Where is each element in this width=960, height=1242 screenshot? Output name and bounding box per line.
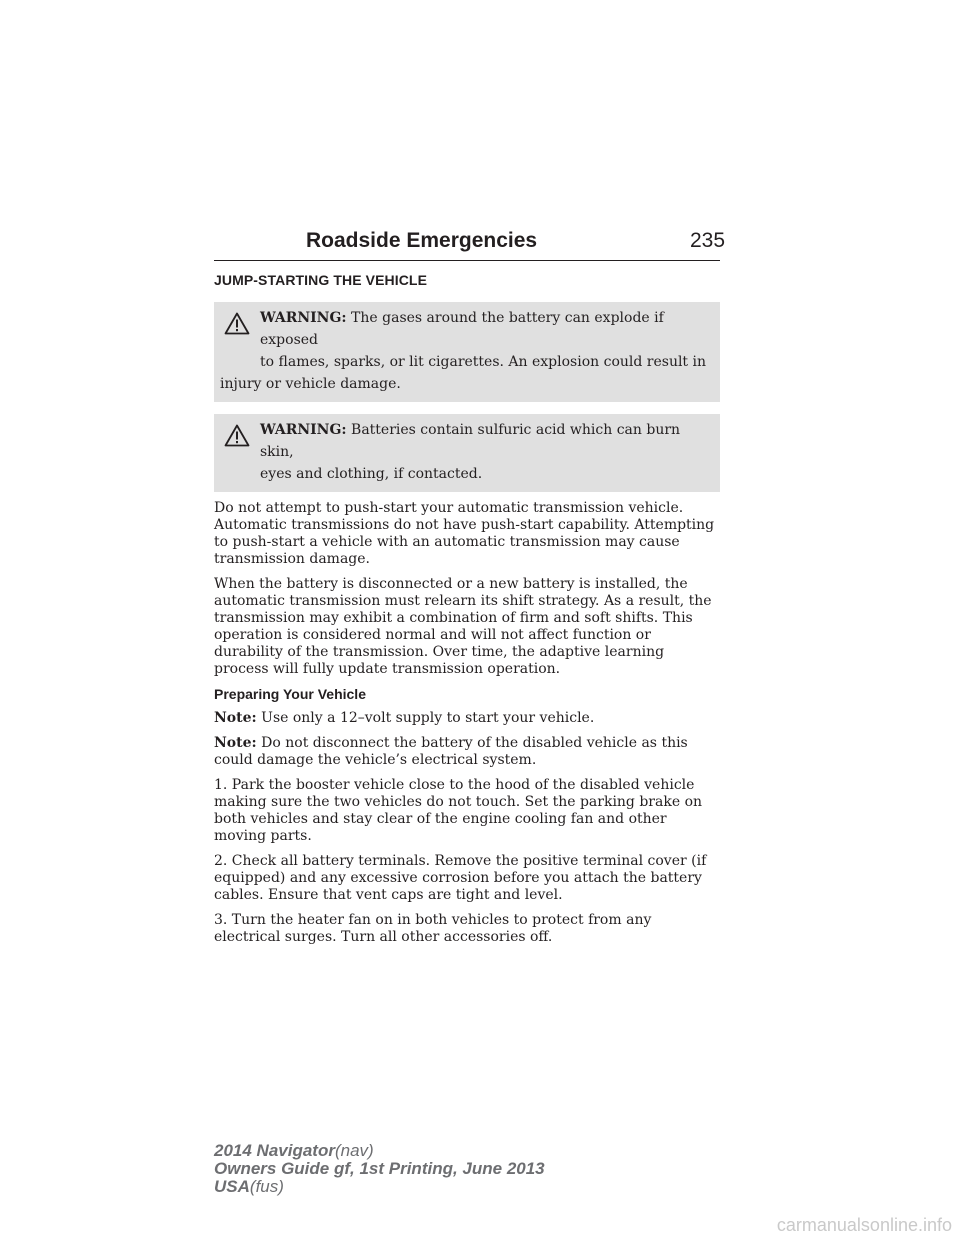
paragraph-shift-strategy: When the battery is disconnected or a new battery is installed, the automatic transmission must relearn its shift strategy. As a result, the transmission may exhibit a combination of firm and soft shifts. This operation is considered normal and will not affect function or durability of the transmission. Over time, the adaptive learning process will fully update transmission operation. [214, 576, 712, 677]
warning-label: WARNING: [260, 422, 347, 438]
warning-text-line: to flames, sparks, or lit cigarettes. An explosion could result in [260, 354, 707, 370]
note-label: Note: [214, 735, 257, 751]
paragraph-push-start: Do not attempt to push-start your automatic transmission vehicle. Automatic transmissions do not have push-start capability. Attempting to push-start a vehicle with an automatic transmission may cause transmission damage. [214, 500, 715, 567]
warning-text-line: The gases around the battery can explode if exposed [260, 310, 664, 348]
warning-triangle-icon [224, 424, 250, 447]
warning-box-1 [214, 302, 720, 402]
footer-market: USA [214, 1177, 250, 1196]
section-heading: JUMP-STARTING THE VEHICLE [214, 272, 428, 288]
warning-text-line: injury or vehicle damage. [220, 376, 401, 392]
subsection-heading: Preparing Your Vehicle [214, 686, 366, 702]
warning-text-line: eyes and clothing, if contacted. [260, 466, 483, 482]
watermark: carmanualsonline.info [776, 1215, 952, 1235]
note [214, 735, 720, 769]
footer-model: 2014 Navigator [214, 1141, 335, 1160]
page-body [214, 272, 720, 954]
note-text: Use only a 12–volt supply to start your vehicle. [261, 710, 595, 726]
note [214, 710, 720, 727]
print-footer [214, 1142, 545, 1196]
page-number: 235 [690, 229, 726, 252]
section-title: Roadside Emergencies [306, 229, 538, 252]
warning-label: WARNING: [260, 310, 347, 326]
step-2: 2. Check all battery terminals. Remove the positive terminal cover (if equipped) and any excessive corrosion before you attach the battery cables. Ensure that vent caps are tight and level. [214, 853, 707, 903]
footer-market-code: (fus) [249, 1177, 284, 1196]
warning-text-line: Batteries contain sulfuric acid which can burn skin, [260, 422, 681, 460]
step-1: 1. Park the booster vehicle close to the hood of the disabled vehicle making sure the two vehicles do not touch. Set the parking brake on both vehicles and stay clear of the engine cooling fan and other moving parts. [214, 777, 703, 844]
step-3: 3. Turn the heater fan on in both vehicles to protect from any electrical surges. Turn all other accessories off. [214, 912, 652, 945]
footer-edition: Owners Guide gf, 1st Printing, June 2013 [214, 1159, 545, 1178]
warning-triangle-icon [224, 312, 250, 335]
note-label: Note: [214, 710, 257, 726]
running-head-rule [214, 258, 720, 261]
footer-model-code: (nav) [334, 1141, 374, 1160]
note-text: Do not disconnect the battery of the disabled vehicle as this could damage the vehicle’s electrical system. [214, 735, 688, 768]
warning-box-2 [214, 414, 720, 492]
